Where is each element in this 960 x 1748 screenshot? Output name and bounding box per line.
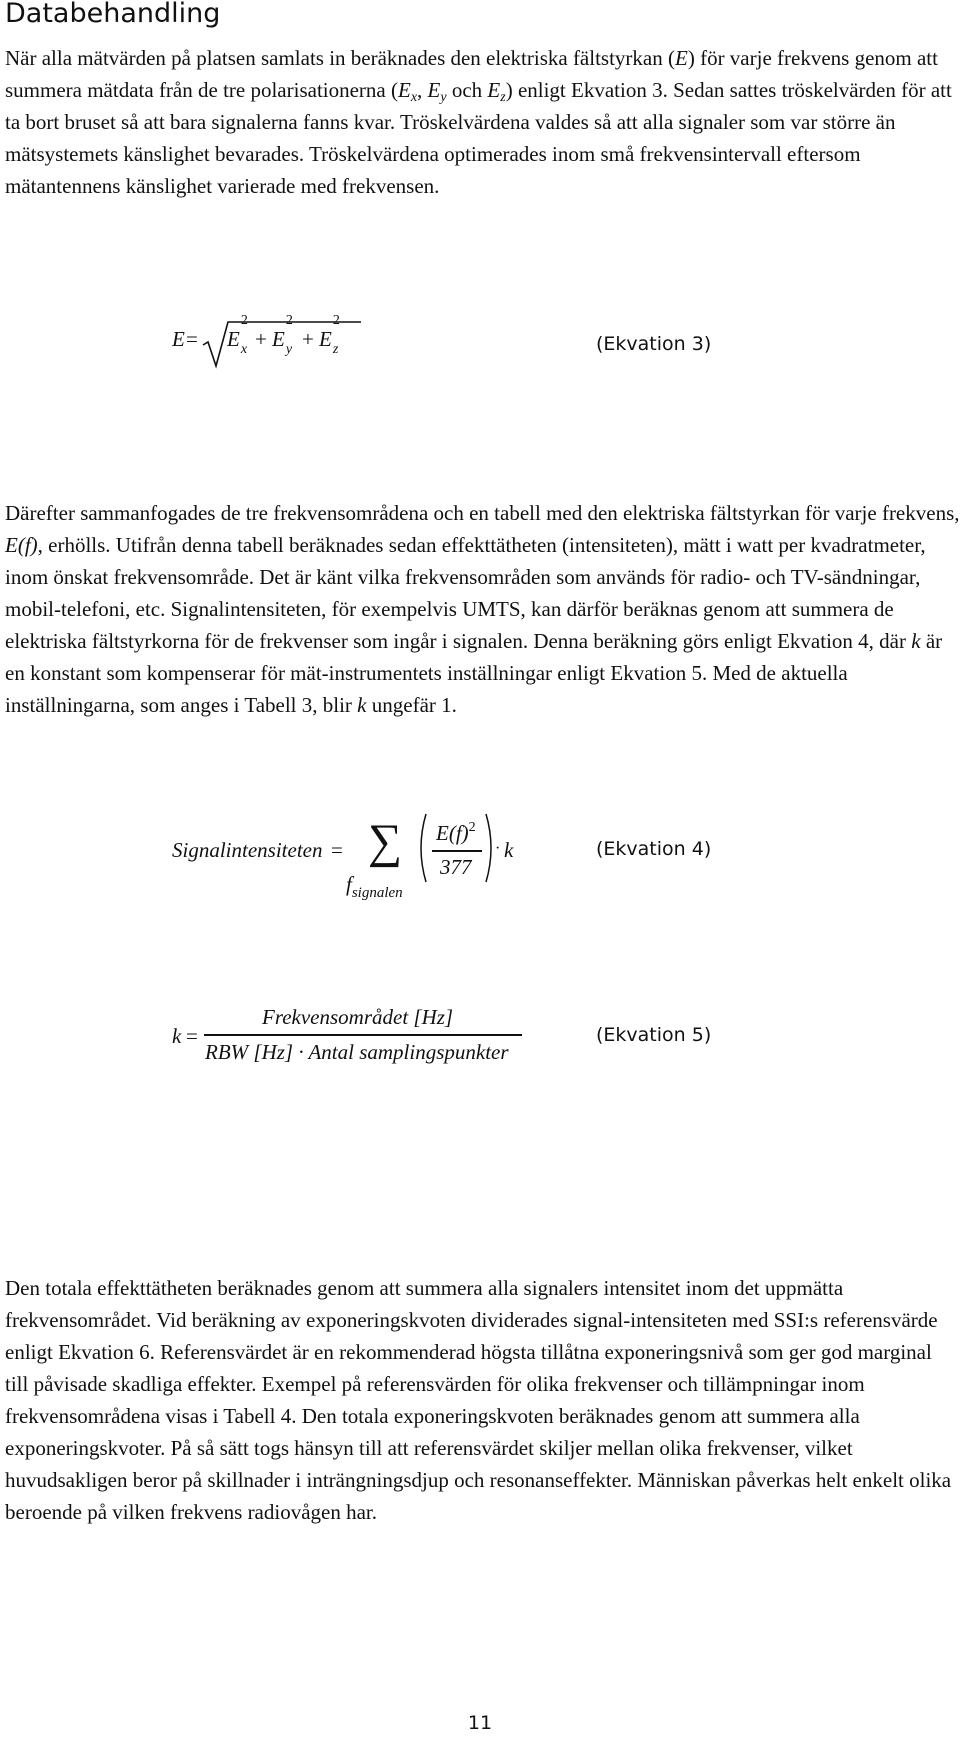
- eq3-plus-2: +: [302, 327, 314, 351]
- eq4-fraction-bar: [432, 850, 482, 852]
- eq3-term-z: E 2 z: [319, 313, 340, 357]
- eq4-factor: k: [504, 838, 514, 862]
- eq3-term-y: E 2 y: [272, 313, 293, 357]
- eq4-denominator: 377: [440, 855, 472, 879]
- eq4-lhs: Signalintensiteten: [172, 838, 323, 862]
- eq5-lhs: k: [172, 1024, 182, 1048]
- section-heading: Databehandling: [5, 0, 221, 29]
- eq4-left-paren-icon: [414, 812, 428, 884]
- paragraph-1: När alla mätvärden på platsen samlats in beräknades den elektriska fältstyrkan (E) för varje frekvens genom att summera mätdata från de tre polarisationerna ($E_x$, $E_y$ och $E_z$) enligt Ekvation 3. Sedan sattes tröskelvärden för att ta bort bruset så att bara signalerna fanns kvar. Tröskelvärdena valdes så att alla signaler som var större än mätsystemets känslighet bevarades. Tröskelvärdena optimerades inom små frekvensintervall eftersom mätantennens känslighet varierade med frekvensen.: [5, 46, 952, 198]
- paragraph-2: Därefter sammanfogades de tre frekvensområdena och en tabell med den elektriska fältstyrkan för varje frekvens, E(f), erhölls. Utifrån denna tabell beräknades sedan effekttätheten (intensiteten), mätt i watt per kvadratmeter, inom önskat frekvensområde. Det är känt vilka frekvensområden som används för radio- och TV-sändningar, mobil-telefoni, etc. Signalintensiteten, för exempelvis UMTS, kan därför beräknas genom att summera de elektriska fältstyrkorna för de frekvenser som ingår i signalen. Denna beräkning görs enligt Ekvation 4, där k är en konstant som kompenserar för mät-instrumentets inställningar enligt Ekvation 5. Med de aktuella inställningarna, som anges i Tabell 3, blir k ungefär 1.: [5, 501, 960, 717]
- eq4-equals: =: [331, 838, 343, 862]
- eq4-numerator: $E(f)^2$: [436, 820, 476, 845]
- paragraph-3: Den totala effekttätheten beräknades genom att summera alla signalers intensitet inom det uppmätta frekvensområdet. Vid beräkning av exponeringskvoten dividerades signal-intensiteten med SSI:s referensvärde enligt Ekvation 6. Referensvärdet är en rekommenderad högsta tillåtna exponeringsnivå som ger god marginal till påvisade skadliga effekter. Exempel på referensvärden för olika frekvenser och tillämpningar inom frekvensområdena visas i Tabell 4. Den totala exponeringskvoten beräknades genom att summera alla exponeringskvoter. På så sätt togs hänsyn till att referensvärdet skiljer mellan olika frekvenser, vilket huvudsakligen beror på skillnader i inträngningsdjup och resonanseffekter. Människan påverkas helt enkelt olika beroende på vilken frekvens radiovågen har.: [5, 1276, 952, 1524]
- eq3-lhs: E: [172, 327, 185, 351]
- eq4-label: (Ekvation 4): [596, 838, 712, 860]
- eq3-plus-1: +: [255, 327, 267, 351]
- eq3-term-x: E 2 x: [227, 313, 248, 357]
- eq3-label: (Ekvation 3): [596, 333, 712, 355]
- eq5-fraction-bar: [204, 1034, 522, 1036]
- eq5-denominator: RBW [Hz] · Antal samplingspunkter: [205, 1040, 509, 1064]
- eq3-equals: =: [186, 327, 198, 351]
- sum-icon: ∑: [368, 815, 403, 868]
- eq5-label: (Ekvation 5): [596, 1024, 712, 1046]
- page-number: 11: [467, 1712, 493, 1734]
- eq4-dot: ·: [495, 840, 501, 857]
- eq5-numerator: Frekvensområdet [Hz]: [262, 1005, 454, 1029]
- eq4-sum-index: $f_{signalen}$: [346, 872, 403, 901]
- eq5-equals: =: [186, 1024, 198, 1048]
